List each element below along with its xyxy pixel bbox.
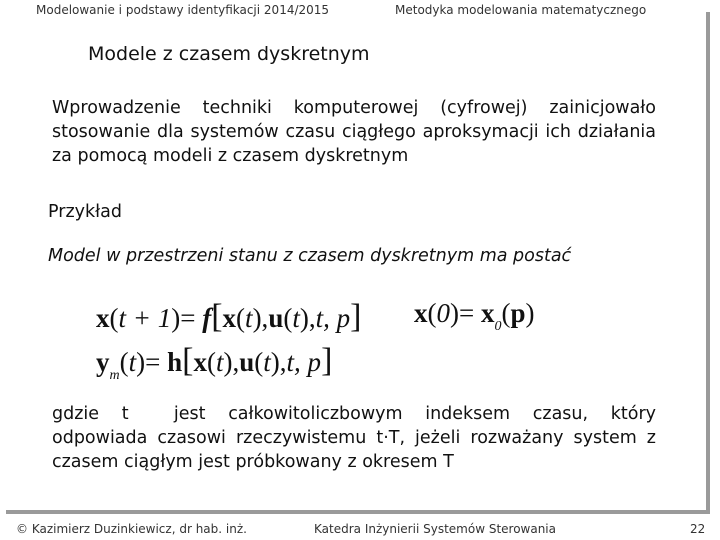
- output-equation: $y_m(t)= h[x(t),u(t),t$, p]: [96, 342, 333, 383]
- header-topic: Metodyka modelowania matematycznego: [395, 3, 647, 17]
- footer-department: Katedra Inżynierii Systemów Sterowania: [314, 522, 556, 536]
- model-description: Model w przestrzeni stanu z czasem dyskretnym ma postać: [48, 246, 572, 266]
- slide-title: Modele z czasem dyskretnym: [88, 43, 370, 65]
- example-label: Przykład: [48, 202, 122, 222]
- intro-paragraph: Wprowadzenie techniki komputerowej (cyfrowej) zainicjowało stosowanie dla systemów czasu ciągłego aproksymacji ich działania za pomocą modeli z czasem dyskretnym: [52, 98, 656, 166]
- initial-condition-equation: $x(0)= x_0(p)$: [414, 298, 535, 334]
- footer-author: © Kazimierz Duzinkiewicz, dr hab. inż.: [16, 522, 247, 536]
- time-index-description: gdzie t jest całkowitoliczbowym indeksem czasu, który odpowiada czasowi rzeczywistemu t·T, jeżeli rozważany system z czasem ciągłym jest próbkowany z okresem T: [52, 404, 662, 472]
- page-number: 22: [690, 522, 706, 536]
- header-course: Modelowanie i podstawy identyfikacji 2014/2015: [36, 3, 330, 17]
- state-equation: x(t + 1)= f[x(t),u(t),t, p]: [96, 298, 362, 335]
